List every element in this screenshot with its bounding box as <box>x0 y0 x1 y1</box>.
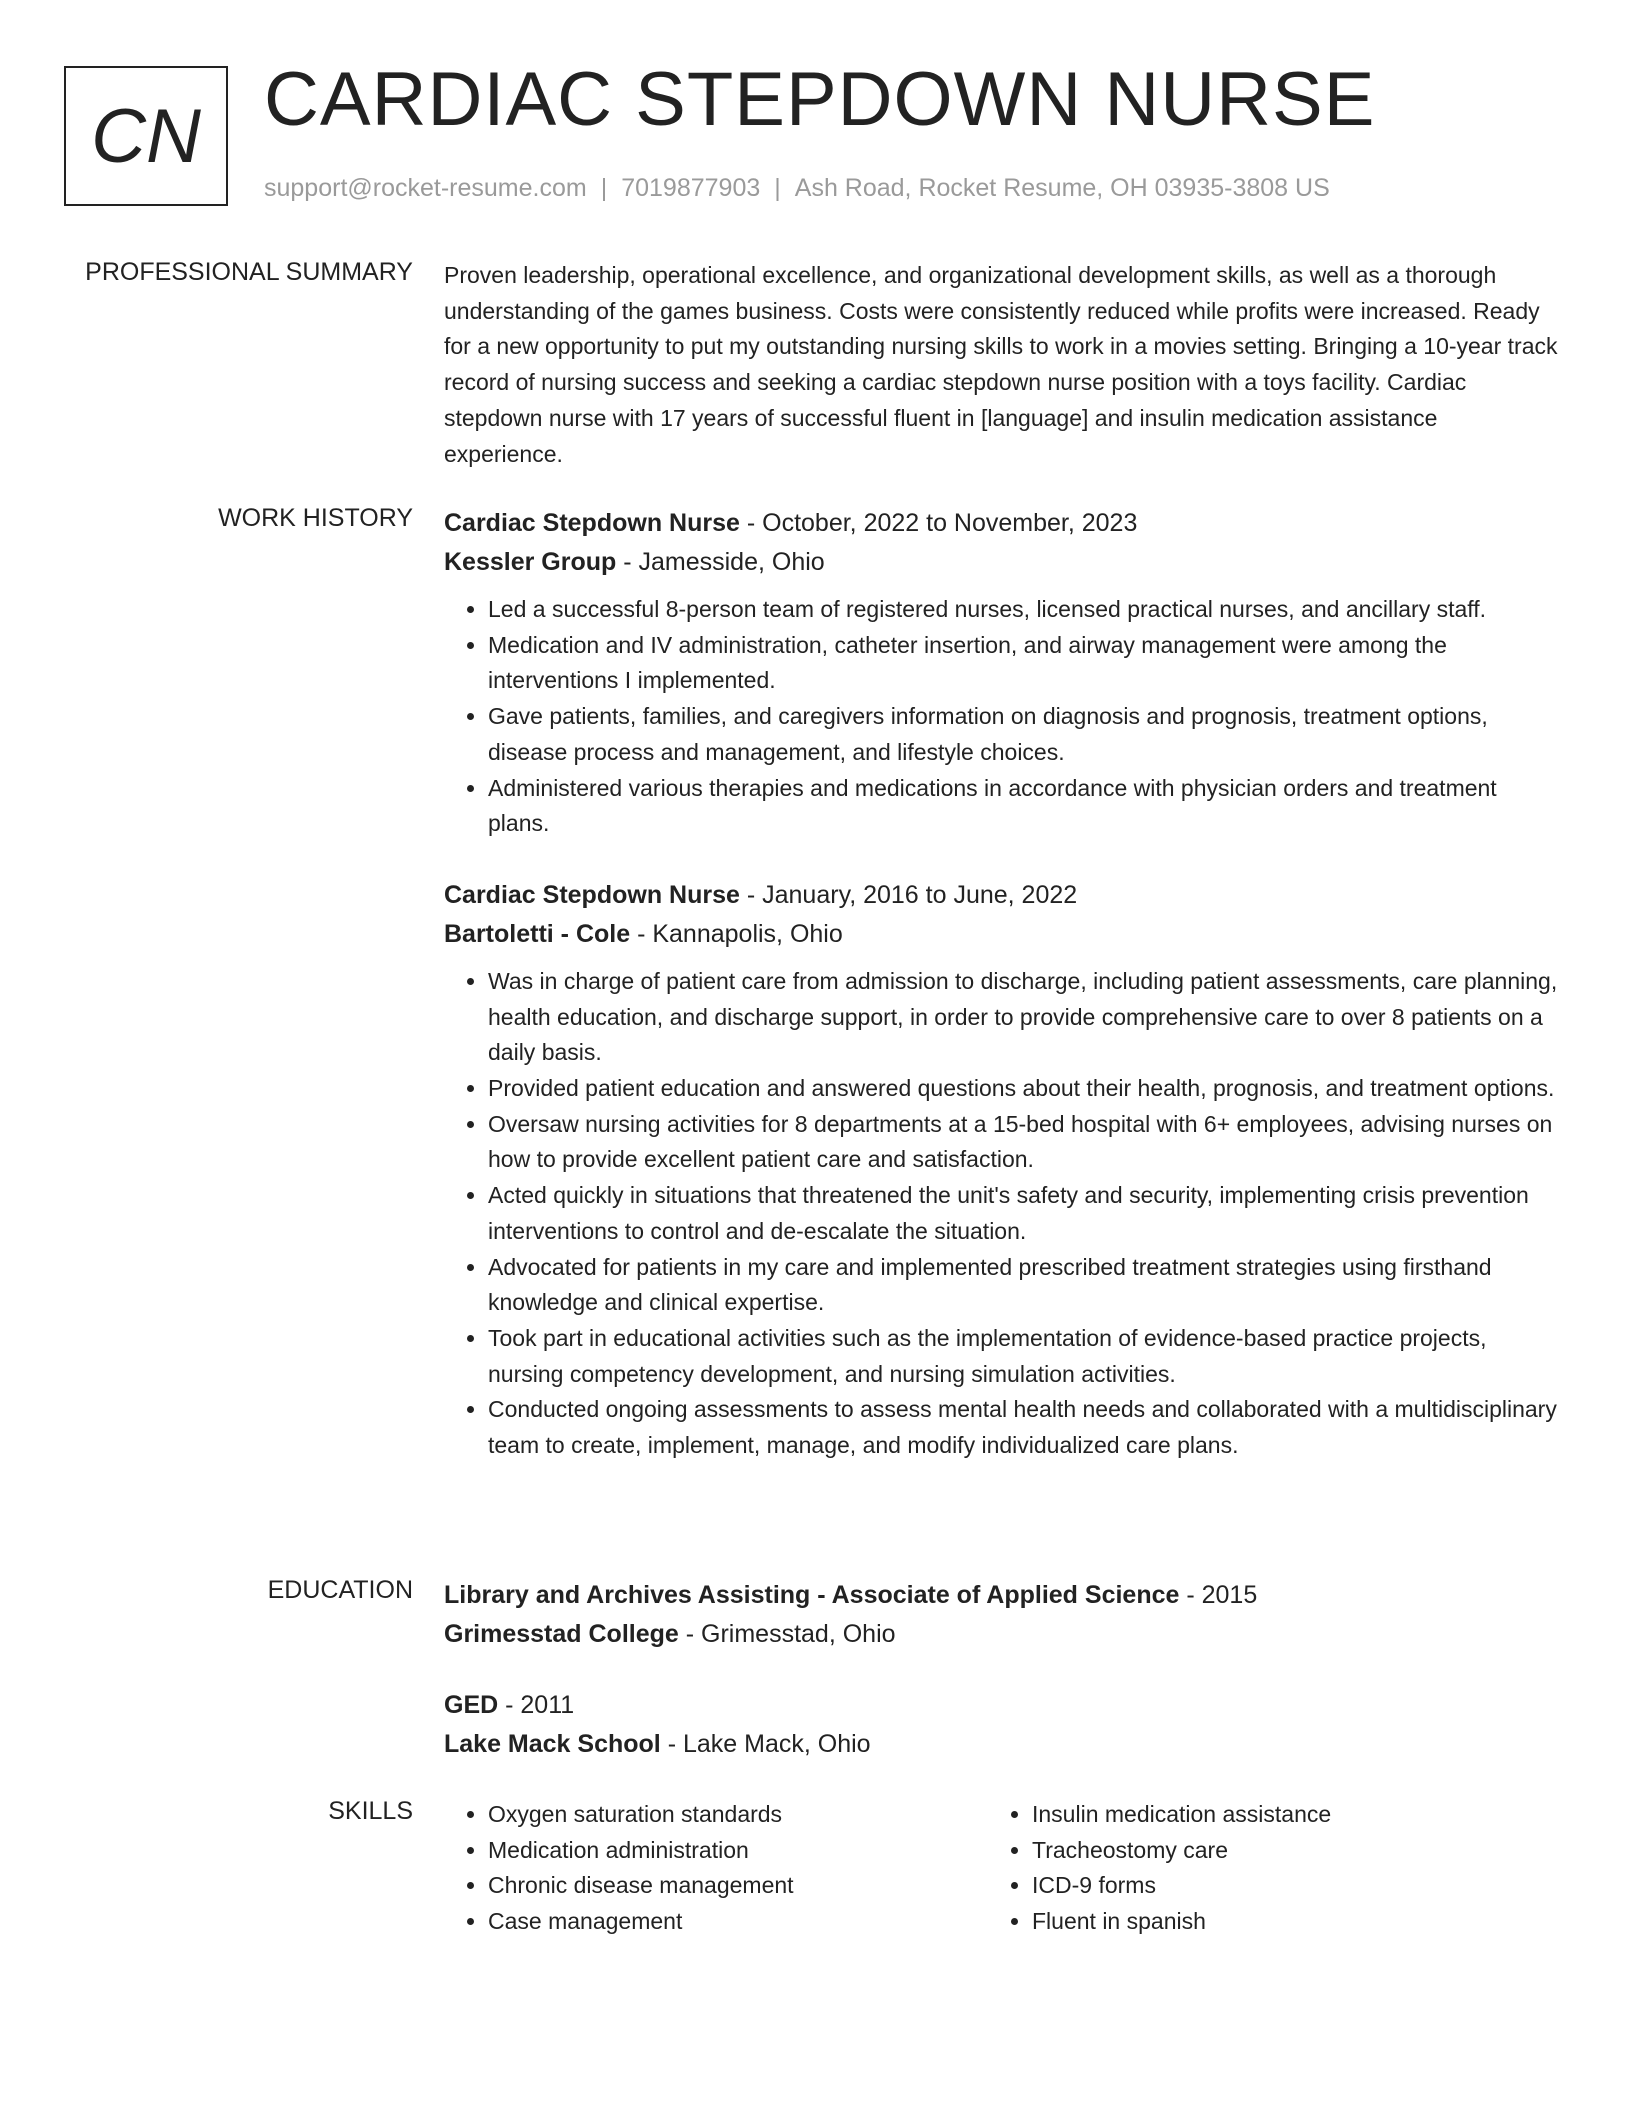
job-bullets <box>444 592 1559 842</box>
education-title: EDUCATION <box>267 1576 413 1604</box>
skills-body <box>444 1797 1559 1940</box>
job-bullet: • Oversaw nursing activities for 8 departments at a 15-bed hospital with 6+ employees, advising nurses on how to provide excellent patient care and satisfaction. <box>488 1107 1559 1178</box>
job-bullet: • Gave patients, families, and caregivers information on diagnosis and prognosis, treatment options, disease process and management, and lifestyle choices. <box>488 699 1559 770</box>
job-entry <box>444 504 1559 842</box>
skill-item: • Insulin medication assistance <box>1032 1797 1532 1833</box>
education-location: - Grimesstad, Ohio <box>678 1620 896 1648</box>
job-company: Kessler Group <box>444 548 617 576</box>
work-history-title: WORK HISTORY <box>218 504 413 532</box>
education-degree: Library and Archives Assisting - Associate of Applied Science <box>444 1581 1180 1609</box>
job-bullet: • Conducted ongoing assessments to assess mental health needs and collaborated with a multidisciplinary team to create, implement, manage, and modify individualized care plans. <box>488 1392 1559 1463</box>
contact-phone: 7019877903 <box>621 174 761 202</box>
education-year: - 2011 <box>498 1691 575 1719</box>
education-location: - Lake Mack, Ohio <box>660 1730 871 1758</box>
job-role: Cardiac Stepdown Nurse <box>444 880 740 909</box>
job-bullet: • Administered various therapies and medications in accordance with physician orders and treatment plans. <box>488 771 1559 842</box>
job-dates: - January, 2016 to June, 2022 <box>739 880 1078 909</box>
job-bullet: • Advocated for patients in my care and implemented prescribed treatment strategies using firsthand knowledge and clinical expertise. <box>488 1250 1559 1321</box>
job-bullet: • Led a successful 8-person team of registered nurses, licensed practical nurses, and ancillary staff. <box>488 592 1559 628</box>
job-bullet: • Was in charge of patient care from admission to discharge, including patient assessments, care planning, health education, and discharge support, in order to provide comprehensive care to over 8 patients on a daily basis. <box>488 964 1559 1071</box>
job-entry <box>444 876 1559 1464</box>
contact-line <box>264 174 1330 203</box>
job-company: Bartoletti - Cole <box>444 919 631 948</box>
education-year: - 2015 <box>1179 1581 1258 1609</box>
job-bullet: • Acted quickly in situations that threatened the unit's safety and security, implementing crisis prevention interventions to control and de-escalate the situation. <box>488 1178 1559 1249</box>
contact-address: Ash Road, Rocket Resume, OH 03935-3808 US <box>794 174 1330 202</box>
skills-list-right <box>988 1797 1532 1940</box>
monogram-box <box>64 66 228 206</box>
job-location: - Kannapolis, Ohio <box>630 919 843 948</box>
education-degree: GED <box>444 1691 499 1719</box>
summary-text: Proven leadership, operational excellence, and organizational development skills, as well as a thorough understanding of the games business. Costs were consistently reduced while profits were increased. Ready for a new opportunity to put my outstanding nursing skills to work in a movies setting. Bringing a 10-year track record of nursing success and seeking a cardiac stepdown nurse position with a toys facility. Cardiac stepdown nurse with 17 years of successful fluent in [language] and insulin medication assistance experience. <box>444 262 1558 467</box>
job-dates: - October, 2022 to November, 2023 <box>739 509 1138 537</box>
skill-item: • Chronic disease management <box>488 1868 988 1904</box>
job-bullet: • Took part in educational activities such as the implementation of evidence-based practice projects, nursing competency development, and nursing simulation activities. <box>488 1321 1559 1392</box>
education-body <box>444 1576 1559 1764</box>
summary-title: PROFESSIONAL SUMMARY <box>85 258 413 286</box>
skills-title: SKILLS <box>328 1797 413 1825</box>
contact-email: support@rocket-resume.com <box>264 174 587 202</box>
skill-item: • Oxygen saturation standards <box>488 1797 988 1833</box>
skills-list-left <box>444 1797 988 1940</box>
skill-item: • Case management <box>488 1904 988 1940</box>
skill-item: • Fluent in spanish <box>1032 1904 1532 1940</box>
work-history-body <box>444 504 1559 1464</box>
education-entry <box>444 1576 1559 1654</box>
job-bullets <box>444 964 1559 1464</box>
education-school: Grimesstad College <box>444 1620 679 1648</box>
resume-name: CARDIAC STEPDOWN NURSE <box>264 57 1376 142</box>
contact-separator: | <box>600 174 608 202</box>
skill-item: • Tracheostomy care <box>1032 1833 1532 1869</box>
job-role: Cardiac Stepdown Nurse <box>444 509 740 537</box>
contact-separator: | <box>774 174 781 202</box>
monogram-initials: CN <box>91 93 201 179</box>
job-bullet: • Provided patient education and answered questions about their health, prognosis, and treatment options. <box>488 1071 1559 1107</box>
skill-item: • Medication administration <box>488 1833 988 1869</box>
skill-item: • ICD-9 forms <box>1032 1868 1532 1904</box>
job-bullet: • Medication and IV administration, catheter insertion, and airway management were among the interventions I implemented. <box>488 628 1559 699</box>
education-school: Lake Mack School <box>444 1730 661 1758</box>
education-entry <box>444 1686 1559 1764</box>
job-location: - Jamesside, Ohio <box>616 548 825 576</box>
